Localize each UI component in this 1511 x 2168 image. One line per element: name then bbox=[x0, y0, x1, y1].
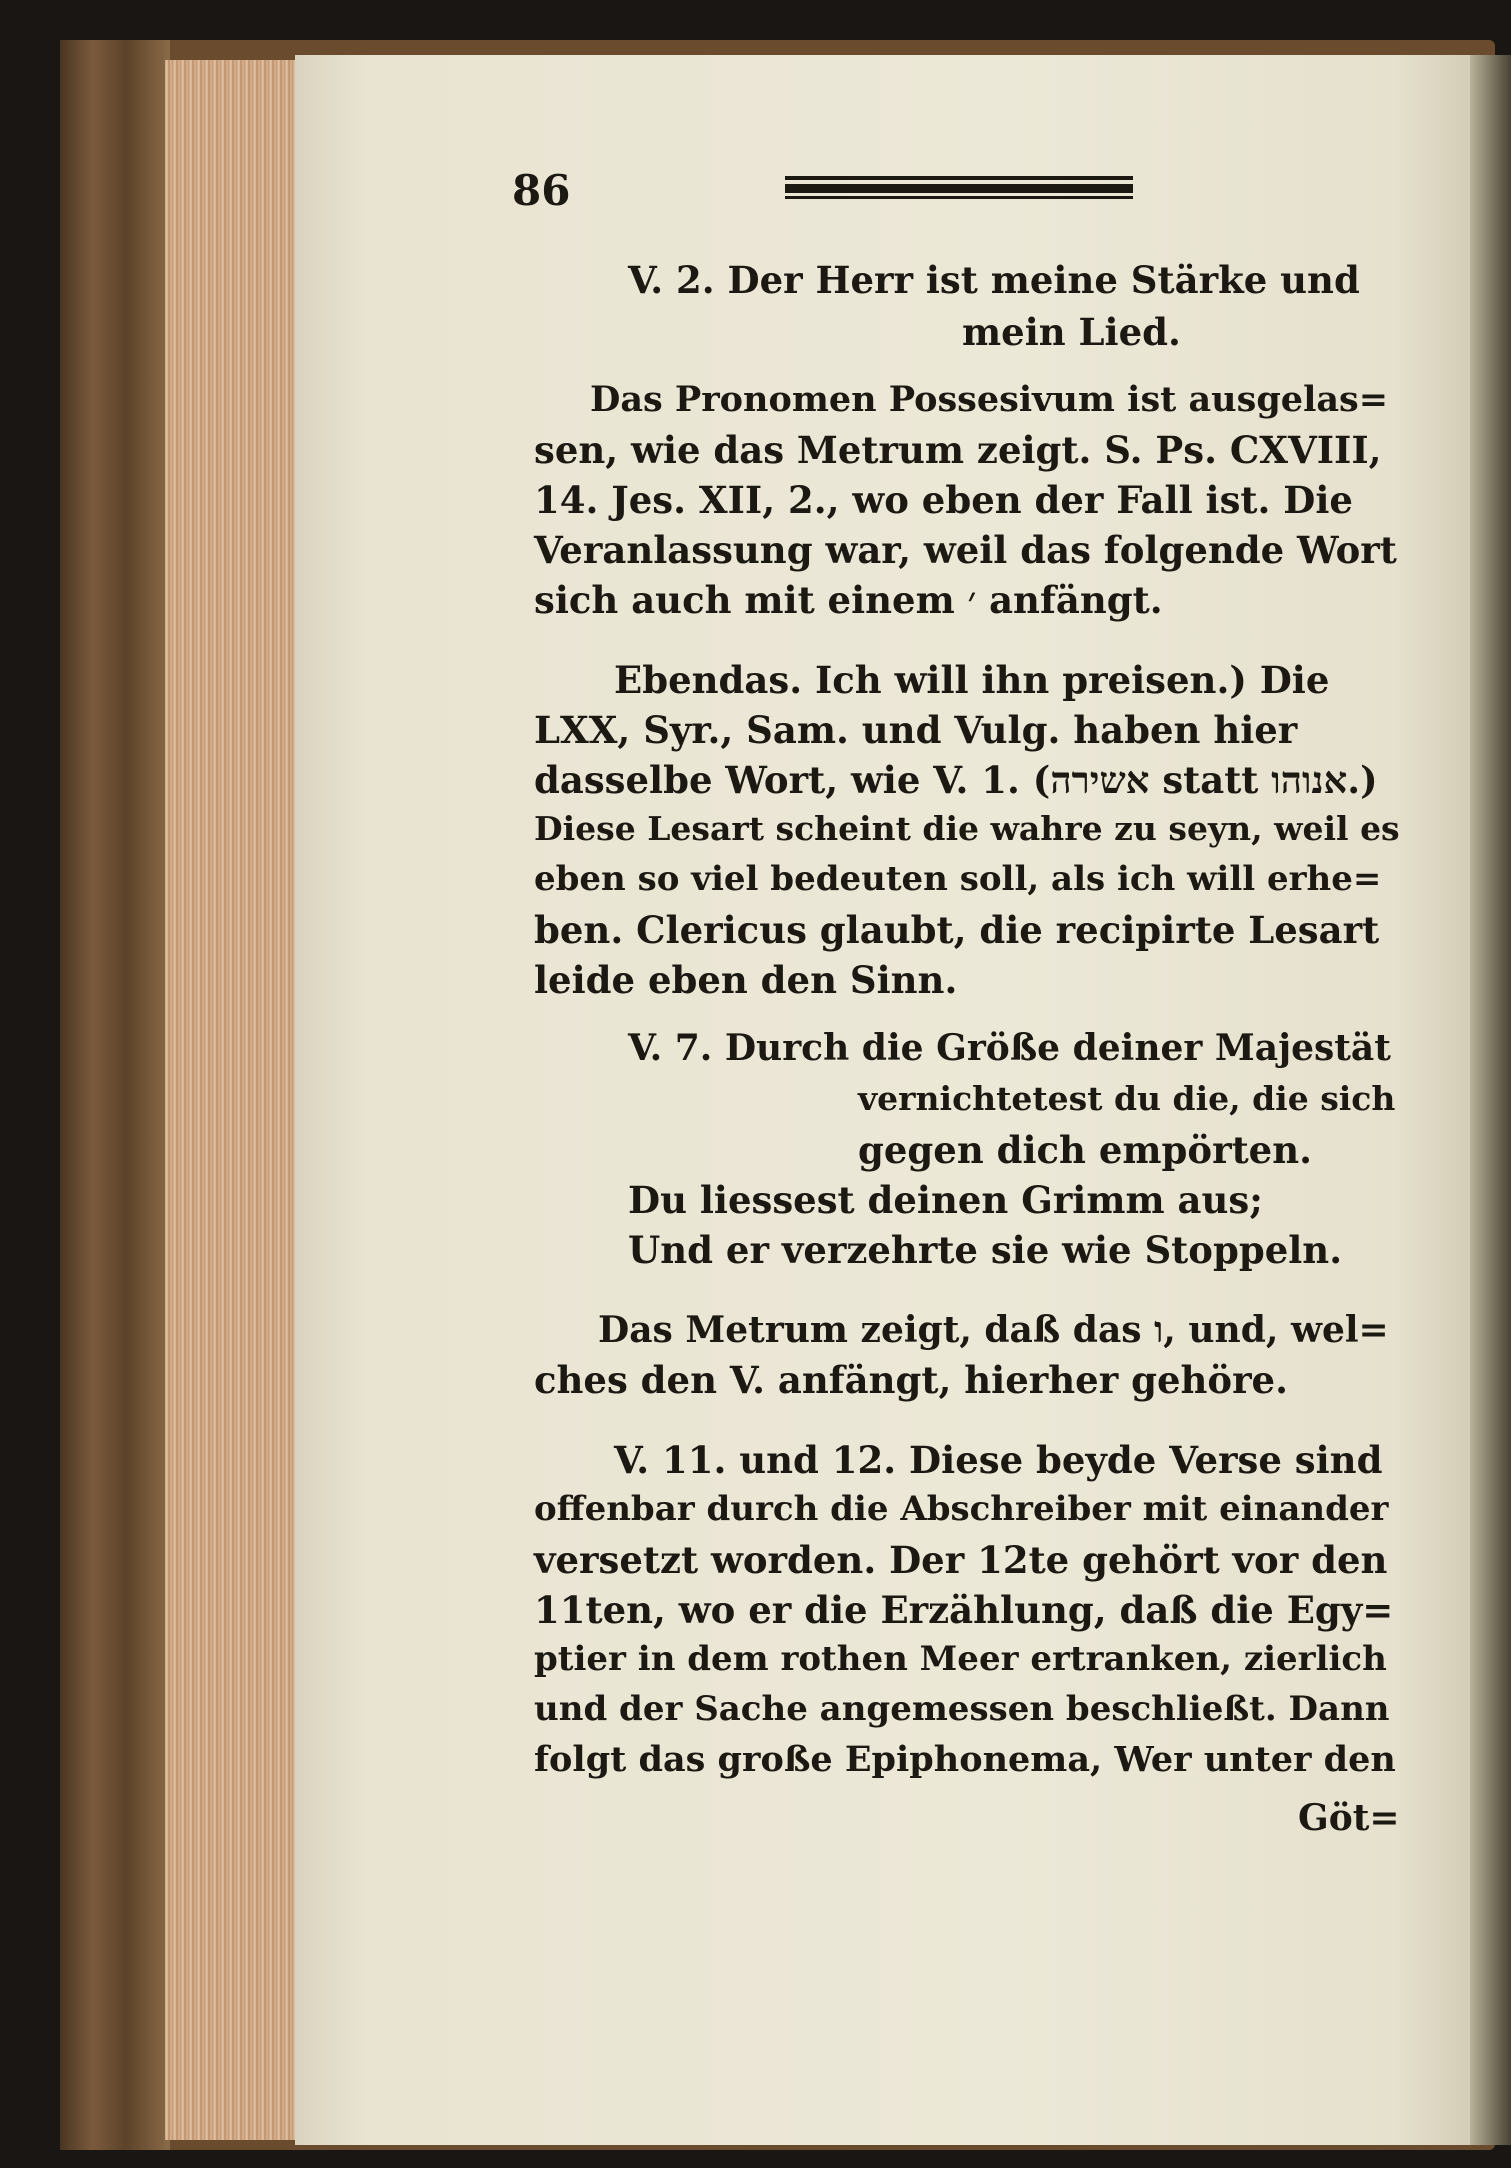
text-line: Das Pronomen Possesivum ist ausgelas= bbox=[590, 379, 1389, 420]
text-line: Du liessest deinen Grimm aus; bbox=[628, 1178, 1263, 1222]
text-line: sich auch mit einem ׳ anfängt. bbox=[534, 578, 1163, 622]
text-line: vernichtetest du die, die sich bbox=[858, 1079, 1396, 1118]
page-number: 86 bbox=[512, 166, 571, 215]
book-spine bbox=[60, 40, 170, 2150]
text-line: V. 7. Durch die Größe deiner Majestät bbox=[628, 1027, 1391, 1069]
text-line: Veranlassung war, weil das folgende Wort bbox=[534, 528, 1397, 572]
text-line: 14. Jes. XII, 2., wo eben der Fall ist. Die bbox=[534, 478, 1353, 522]
text-line: Göt= bbox=[1298, 1797, 1400, 1839]
text-line: Und er verzehrte sie wie Stoppeln. bbox=[628, 1228, 1343, 1272]
text-line: und der Sache angemessen beschließt. Dann bbox=[534, 1689, 1390, 1729]
text-line: versetzt worden. Der 12te gehört vor den bbox=[534, 1538, 1388, 1582]
text-line: folgt das große Epiphonema, Wer unter den bbox=[534, 1739, 1396, 1780]
text-line: V. 2. Der Herr ist meine Stärke und bbox=[628, 258, 1360, 302]
text-line: ches den V. anfängt, hierher gehöre. bbox=[534, 1358, 1288, 1402]
text-line: gegen dich empörten. bbox=[858, 1128, 1312, 1172]
page-edges bbox=[165, 60, 295, 2140]
text-line: Ebendas. Ich will ihn preisen.) Die bbox=[614, 658, 1330, 702]
page-gutter bbox=[1470, 55, 1511, 2145]
text-line: Das Metrum zeigt, daß das ו, und, wel= bbox=[598, 1309, 1389, 1351]
text-line: ptier in dem rothen Meer ertranken, zierlich bbox=[534, 1639, 1387, 1679]
text-line: V. 11. und 12. Diese beyde Verse sind bbox=[614, 1438, 1383, 1482]
header-rule bbox=[785, 176, 1133, 200]
text-line: dasselbe Wort, wie V. 1. (אשירה statt אנוהו.) bbox=[534, 758, 1378, 802]
text-line: ben. Clericus glaubt, die recipirte Lesart bbox=[534, 908, 1380, 952]
text-line: mein Lied. bbox=[962, 310, 1181, 354]
text-line: leide eben den Sinn. bbox=[534, 958, 958, 1002]
text-line: offenbar durch die Abschreiber mit einander bbox=[534, 1489, 1389, 1529]
text-line: LXX, Syr., Sam. und Vulg. haben hier bbox=[534, 708, 1298, 752]
text-line: sen, wie das Metrum zeigt. S. Ps. CXVIII, bbox=[534, 428, 1382, 472]
text-line: eben so viel bedeuten soll, als ich will erhe= bbox=[534, 859, 1382, 899]
text-line: Diese Lesart scheint die wahre zu seyn, weil es bbox=[534, 809, 1400, 848]
text-line: 11ten, wo er die Erzählung, daß die Egy= bbox=[534, 1588, 1394, 1632]
